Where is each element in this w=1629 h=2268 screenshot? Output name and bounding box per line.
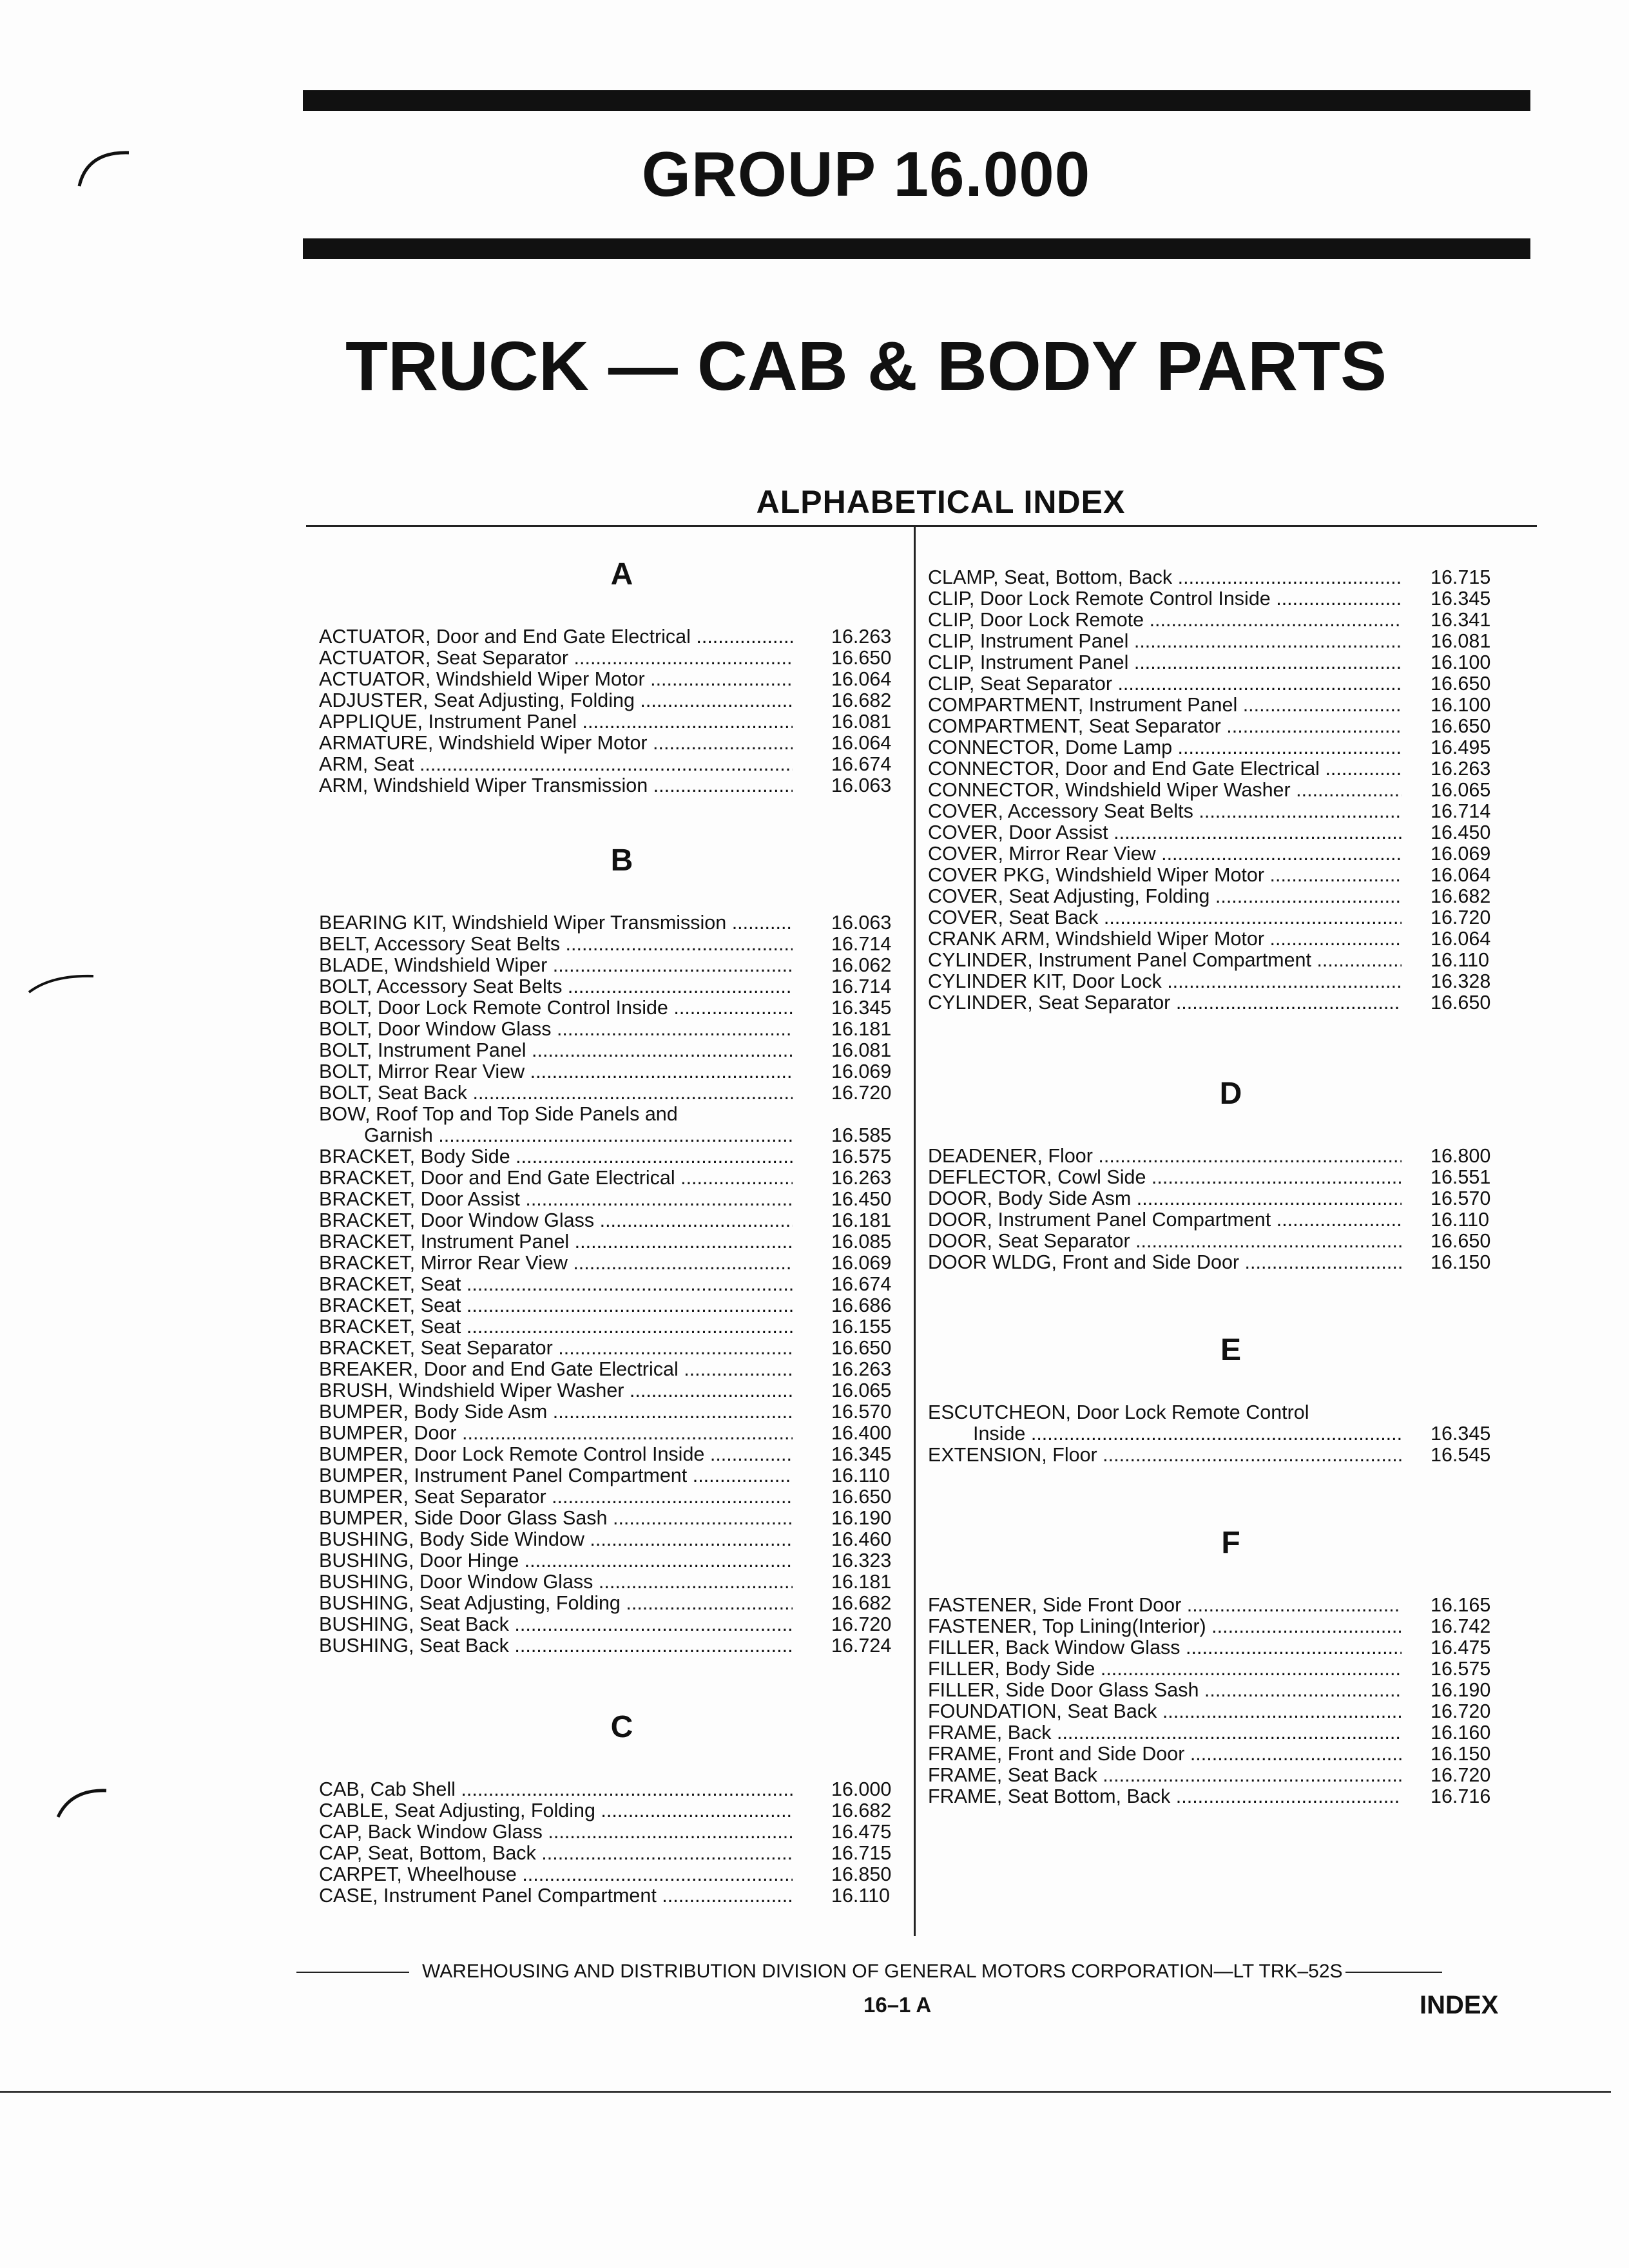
entry-text: BUMPER, Door .....	[319, 1423, 793, 1444]
bottom-rule	[0, 2091, 1611, 2093]
entry-text: DOOR, Instrument Panel Compartment .....	[928, 1209, 1402, 1231]
entry-text: BRACKET, Instrument Panel .....	[319, 1231, 793, 1253]
entry-number: 16.081	[1431, 630, 1491, 652]
entry-text: DEFLECTOR, Cowl Side .....	[928, 1167, 1402, 1188]
index-entry	[928, 1209, 1508, 1231]
footer-division: WAREHOUSING AND DISTRIBUTION DIVISION OF GENERAL MOTORS CORPORATION—LT TRK–52S	[422, 1961, 1343, 1982]
index-section	[928, 1331, 1508, 1466]
entry-number: 16.720	[831, 1082, 892, 1104]
entry-number: 16.069	[1431, 843, 1491, 865]
entry-number: 16.720	[1431, 1764, 1491, 1786]
entry-text: BRACKET, Body Side .....	[319, 1146, 793, 1168]
entry-number: 16.545	[1431, 1444, 1491, 1466]
entry-number: 16.715	[1431, 566, 1491, 588]
index-entry	[928, 1167, 1508, 1188]
index-entry	[319, 690, 899, 711]
index-entry	[319, 1189, 899, 1210]
entry-number: 16.714	[1431, 800, 1491, 822]
entry-text: BRACKET, Seat .....	[319, 1316, 793, 1338]
index-entry	[319, 669, 899, 690]
index-entry	[928, 1658, 1508, 1680]
index-entry	[319, 1274, 899, 1295]
entry-number: 16.682	[831, 1800, 892, 1821]
index-entry	[928, 928, 1508, 950]
entry-number: 16.570	[831, 1401, 892, 1423]
entry-number: 16.475	[831, 1821, 892, 1843]
entry-text: BOW, Roof Top and Top Side Panels and	[319, 1104, 678, 1125]
index-entry	[928, 1231, 1508, 1252]
index-entry	[928, 567, 1508, 588]
index-entry	[319, 626, 899, 648]
entry-number: 16.495	[1431, 736, 1491, 758]
entry-text: BUSHING, Seat Back .....	[319, 1614, 793, 1635]
index-entry	[928, 971, 1508, 992]
entry-number: 16.150	[1431, 1743, 1491, 1765]
entry-number: 16.650	[831, 647, 892, 669]
section-letter: D	[1219, 1077, 1242, 1111]
index-title: ALPHABETICAL INDEX	[756, 484, 1126, 520]
index-entry	[319, 1401, 899, 1423]
entry-text: FILLER, Body Side .....	[928, 1658, 1402, 1680]
entry-text: CLIP, Instrument Panel .....	[928, 652, 1402, 673]
index-entry	[319, 1444, 899, 1465]
entry-text: BOLT, Mirror Rear View .....	[319, 1061, 793, 1082]
entry-text: COMPARTMENT, Seat Separator .....	[928, 716, 1402, 737]
entry-number: 16.800	[1431, 1145, 1491, 1167]
index-entry	[928, 907, 1508, 928]
index-entry	[319, 1614, 899, 1635]
entry-text: ARM, Seat .....	[319, 754, 793, 775]
entry-text: Inside .....	[928, 1423, 1402, 1445]
entry-number: 16.585	[831, 1124, 892, 1146]
entry-number: 16.720	[1431, 1700, 1491, 1722]
entry-number: 16.650	[1431, 1230, 1491, 1252]
entry-number: 16.650	[831, 1486, 892, 1508]
entry-text: BRACKET, Seat Separator .....	[319, 1338, 793, 1359]
index-entry	[928, 1680, 1508, 1701]
index-entry	[928, 1722, 1508, 1744]
entry-text: CRANK ARM, Windshield Wiper Motor .....	[928, 928, 1402, 950]
index-entry	[319, 1295, 899, 1316]
entry-text: BUSHING, Body Side Window .....	[319, 1529, 793, 1550]
index-right-column	[928, 555, 1508, 1807]
entry-text: BRACKET, Door Window Glass .....	[319, 1210, 793, 1231]
index-entry	[928, 865, 1508, 886]
entry-text: BEARING KIT, Windshield Wiper Transmission .....	[319, 912, 793, 934]
entry-text: CLIP, Instrument Panel .....	[928, 631, 1402, 652]
index-entry	[928, 822, 1508, 843]
index-entry	[319, 1146, 899, 1168]
scan-mark	[55, 1782, 110, 1820]
entry-number: 16.460	[831, 1528, 892, 1550]
entry-text: BRACKET, Seat .....	[319, 1295, 793, 1316]
entry-number: 16.475	[1431, 1637, 1491, 1658]
entry-number: 16.714	[831, 975, 892, 997]
entry-number: 16.742	[1431, 1615, 1491, 1637]
index-section	[928, 567, 1508, 1014]
index-entry	[319, 1359, 899, 1380]
entry-number: 16.063	[831, 774, 892, 796]
entry-text: BUMPER, Side Door Glass Sash .....	[319, 1508, 793, 1529]
index-entry	[319, 1019, 899, 1040]
entry-number: 16.263	[831, 626, 892, 648]
index-entry	[928, 992, 1508, 1014]
entry-number: 16.064	[831, 732, 892, 754]
entry-number: 16.062	[831, 954, 892, 976]
entry-text: FILLER, Side Door Glass Sash .....	[928, 1680, 1402, 1701]
section-letter: C	[610, 1710, 633, 1744]
entry-text: BOLT, Door Lock Remote Control Inside .....	[319, 997, 793, 1019]
index-entry	[928, 1423, 1508, 1445]
entry-number: 16.110	[831, 1465, 891, 1486]
entry-number: 16.110	[831, 1885, 891, 1907]
entry-text: BRACKET, Door and End Gate Electrical .....	[319, 1168, 793, 1189]
index-entry	[319, 1210, 899, 1231]
entry-number: 16.155	[831, 1316, 892, 1338]
header-bar-bottom	[303, 238, 1530, 259]
index-entry	[319, 997, 899, 1019]
entry-number: 16.065	[1431, 779, 1491, 801]
index-entry	[319, 1168, 899, 1189]
index-entry	[928, 631, 1508, 652]
entry-text: COVER, Mirror Rear View .....	[928, 843, 1402, 865]
index-entry	[928, 758, 1508, 780]
entry-number: 16.345	[1431, 588, 1491, 610]
entry-text: CLIP, Seat Separator .....	[928, 673, 1402, 695]
entry-text: CONNECTOR, Windshield Wiper Washer .....	[928, 780, 1402, 801]
entry-number: 16.715	[831, 1842, 892, 1864]
index-entry	[319, 1800, 899, 1821]
index-entry	[319, 1529, 899, 1550]
entry-text: FRAME, Back .....	[928, 1722, 1402, 1744]
entry-text: CASE, Instrument Panel Compartment .....	[319, 1885, 793, 1907]
entry-number: 16.345	[831, 997, 892, 1019]
entry-number: 16.150	[1431, 1251, 1491, 1273]
index-entry	[319, 1082, 899, 1104]
entry-number: 16.724	[831, 1635, 892, 1657]
entry-text: CABLE, Seat Adjusting, Folding .....	[319, 1800, 793, 1821]
entry-number: 16.085	[831, 1231, 892, 1253]
entry-number: 16.551	[1431, 1166, 1491, 1188]
index-entry	[319, 912, 899, 934]
index-entry	[928, 1786, 1508, 1807]
entry-text: BUSHING, Door Window Glass .....	[319, 1571, 793, 1593]
entry-number: 16.850	[831, 1863, 892, 1885]
entry-number: 16.650	[1431, 992, 1491, 1014]
entry-number: 16.650	[831, 1337, 892, 1359]
entry-number: 16.720	[1431, 907, 1491, 928]
entry-text: ACTUATOR, Seat Separator .....	[319, 648, 793, 669]
column-divider	[914, 527, 916, 1936]
index-entry	[928, 737, 1508, 758]
index-entry	[319, 1465, 899, 1486]
index-entry	[928, 950, 1508, 971]
index-entry	[319, 1821, 899, 1843]
entry-text: BRUSH, Windshield Wiper Washer .....	[319, 1380, 793, 1401]
index-entry	[928, 588, 1508, 610]
entry-number: 16.100	[1431, 651, 1491, 673]
entry-number: 16.263	[831, 1358, 892, 1380]
entry-text: FRAME, Seat Back .....	[928, 1765, 1402, 1786]
entry-number: 16.686	[831, 1294, 892, 1316]
entry-number: 16.065	[831, 1379, 892, 1401]
entry-text: CLIP, Door Lock Remote Control Inside .....	[928, 588, 1402, 610]
entry-text: CAP, Seat, Bottom, Back .....	[319, 1843, 793, 1864]
entry-number: 16.682	[831, 1592, 892, 1614]
index-entry	[319, 1061, 899, 1082]
index-entry	[319, 1253, 899, 1274]
index-entry	[319, 775, 899, 796]
entry-text: CAB, Cab Shell .....	[319, 1779, 793, 1800]
entry-text: COVER, Accessory Seat Belts .....	[928, 801, 1402, 822]
entry-number: 16.575	[831, 1146, 892, 1168]
entry-text: CAP, Back Window Glass .....	[319, 1821, 793, 1843]
index-entry	[928, 1701, 1508, 1722]
index-entry	[928, 695, 1508, 716]
entry-text: BRACKET, Door Assist .....	[319, 1189, 793, 1210]
index-entry	[319, 1779, 899, 1800]
entry-number: 16.570	[1431, 1187, 1491, 1209]
index-entry	[928, 1445, 1508, 1466]
entry-text: CONNECTOR, Dome Lamp .....	[928, 737, 1402, 758]
index-entry	[319, 1104, 899, 1125]
entry-number: 16.345	[1431, 1423, 1491, 1445]
entry-text: BUSHING, Door Hinge .....	[319, 1550, 793, 1571]
index-entry	[928, 886, 1508, 907]
entry-text: BUSHING, Seat Adjusting, Folding .....	[319, 1593, 793, 1614]
entry-number: 16.650	[1431, 715, 1491, 737]
index-entry	[319, 711, 899, 733]
entry-text: ESCUTCHEON, Door Lock Remote Control	[928, 1402, 1309, 1423]
index-entry	[319, 1316, 899, 1338]
section-letter: E	[1220, 1333, 1241, 1367]
entry-text: Garnish .....	[319, 1125, 793, 1146]
entry-text: ACTUATOR, Door and End Gate Electrical .....	[319, 626, 793, 648]
entry-text: FASTENER, Side Front Door .....	[928, 1595, 1402, 1616]
entry-number: 16.682	[831, 689, 892, 711]
index-entry	[319, 1885, 899, 1907]
entry-text: FASTENER, Top Lining(Interior) .....	[928, 1616, 1402, 1637]
entry-number: 16.450	[1431, 822, 1491, 843]
entry-text: CYLINDER, Instrument Panel Compartment .....	[928, 950, 1402, 971]
index-entry	[319, 1843, 899, 1864]
footer-rule-left	[296, 1972, 409, 1973]
entry-number: 16.181	[831, 1571, 892, 1593]
entry-number: 16.064	[831, 668, 892, 690]
index-entry	[928, 1188, 1508, 1209]
entry-text: COVER PKG, Windshield Wiper Motor .....	[928, 865, 1402, 886]
entry-text: FILLER, Back Window Glass .....	[928, 1637, 1402, 1658]
entry-number: 16.064	[1431, 928, 1491, 950]
index-entry	[319, 1571, 899, 1593]
entry-text: COVER, Door Assist .....	[928, 822, 1402, 843]
entry-text: DOOR, Seat Separator .....	[928, 1231, 1402, 1252]
index-entry	[319, 754, 899, 775]
entry-text: BREAKER, Door and End Gate Electrical .....	[319, 1359, 793, 1380]
entry-number: 16.575	[1431, 1658, 1491, 1680]
entry-number: 16.063	[831, 912, 892, 934]
entry-number: 16.650	[1431, 673, 1491, 695]
entry-text: BRACKET, Seat .....	[319, 1274, 793, 1295]
entry-number: 16.263	[831, 1167, 892, 1189]
entry-text: ACTUATOR, Windshield Wiper Motor .....	[319, 669, 793, 690]
entry-text: COVER, Seat Back .....	[928, 907, 1402, 928]
index-entry	[928, 801, 1508, 822]
entry-text: DOOR WLDG, Front and Side Door .....	[928, 1252, 1402, 1273]
entry-text: BELT, Accessory Seat Belts .....	[319, 934, 793, 955]
index-section	[319, 555, 899, 796]
index-left-column	[319, 555, 899, 1907]
entry-number: 16.100	[1431, 694, 1491, 716]
entry-text: FOUNDATION, Seat Back .....	[928, 1701, 1402, 1722]
entry-text: CARPET, Wheelhouse .....	[319, 1864, 793, 1885]
entry-text: EXTENSION, Floor .....	[928, 1445, 1402, 1466]
index-entry	[319, 1231, 899, 1253]
footer-rule-right	[1345, 1972, 1442, 1973]
index-entry	[319, 1423, 899, 1444]
entry-text: DEADENER, Floor .....	[928, 1146, 1402, 1167]
entry-text: CYLINDER KIT, Door Lock .....	[928, 971, 1402, 992]
entry-text: CLAMP, Seat, Bottom, Back .....	[928, 567, 1402, 588]
entry-text: COVER, Seat Adjusting, Folding .....	[928, 886, 1402, 907]
entry-number: 16.110	[1431, 949, 1490, 971]
index-entry	[928, 843, 1508, 865]
entry-number: 16.720	[831, 1613, 892, 1635]
entry-text: BOLT, Door Window Glass .....	[319, 1019, 793, 1040]
page-number: 16–1 A	[863, 1993, 932, 2017]
index-entry	[319, 1338, 899, 1359]
entry-text: BUMPER, Door Lock Remote Control Inside .....	[319, 1444, 793, 1465]
index-entry	[319, 1040, 899, 1061]
entry-text: BRACKET, Mirror Rear View .....	[319, 1253, 793, 1274]
entry-number: 16.110	[1431, 1209, 1490, 1231]
entry-number: 16.181	[831, 1209, 892, 1231]
entry-text: CYLINDER, Seat Separator .....	[928, 992, 1402, 1014]
index-section	[319, 841, 899, 1657]
entry-text: FRAME, Front and Side Door .....	[928, 1744, 1402, 1765]
index-entry	[928, 652, 1508, 673]
entry-number: 16.400	[831, 1422, 892, 1444]
entry-text: BUMPER, Instrument Panel Compartment .....	[319, 1465, 793, 1486]
index-entry	[928, 1765, 1508, 1786]
entry-number: 16.081	[831, 711, 892, 733]
index-entry	[319, 1550, 899, 1571]
entry-text: BUMPER, Seat Separator .....	[319, 1486, 793, 1508]
entry-text: BLADE, Windshield Wiper .....	[319, 955, 793, 976]
entry-text: FRAME, Seat Bottom, Back .....	[928, 1786, 1402, 1807]
index-section	[319, 1708, 899, 1907]
index-entry	[319, 934, 899, 955]
scan-mark	[26, 970, 97, 995]
entry-text: BUSHING, Seat Back .....	[319, 1635, 793, 1657]
index-entry	[928, 610, 1508, 631]
index-section	[928, 1075, 1508, 1273]
entry-text: BOLT, Instrument Panel .....	[319, 1040, 793, 1061]
entry-number: 16.345	[831, 1443, 892, 1465]
entry-number: 16.682	[1431, 885, 1491, 907]
footer-division-line	[296, 1960, 1495, 1983]
group-title: GROUP 16.000	[641, 139, 1091, 209]
entry-number: 16.000	[831, 1778, 892, 1800]
entry-text: DOOR, Body Side Asm .....	[928, 1188, 1402, 1209]
index-entry	[928, 1146, 1508, 1167]
index-entry	[928, 1637, 1508, 1658]
index-entry	[928, 1744, 1508, 1765]
entry-number: 16.263	[1431, 758, 1491, 780]
entry-number: 16.160	[1431, 1722, 1491, 1744]
index-top-rule	[306, 525, 1537, 527]
entry-number: 16.190	[1431, 1679, 1491, 1701]
index-entry	[319, 976, 899, 997]
entry-number: 16.341	[1431, 609, 1491, 631]
entry-number: 16.064	[1431, 864, 1491, 886]
index-entry	[928, 1402, 1508, 1423]
header-bar-top	[303, 90, 1530, 111]
index-entry	[319, 1508, 899, 1529]
index-entry	[319, 1593, 899, 1614]
entry-number: 16.674	[831, 1273, 892, 1295]
entry-number: 16.181	[831, 1018, 892, 1040]
section-letter: B	[610, 843, 633, 878]
index-entry	[319, 1486, 899, 1508]
entry-text: BUMPER, Body Side Asm .....	[319, 1401, 793, 1423]
index-entry	[928, 1252, 1508, 1273]
entry-text: CLIP, Door Lock Remote .....	[928, 610, 1402, 631]
index-entry	[928, 1616, 1508, 1637]
entry-text: BOLT, Accessory Seat Belts .....	[319, 976, 793, 997]
index-entry	[319, 1864, 899, 1885]
entry-number: 16.165	[1431, 1594, 1491, 1616]
index-entry	[928, 716, 1508, 737]
index-entry	[319, 1635, 899, 1657]
entry-number: 16.069	[831, 1061, 892, 1082]
entry-number: 16.323	[831, 1550, 892, 1571]
index-entry	[319, 648, 899, 669]
index-entry	[928, 780, 1508, 801]
entry-text: ARM, Windshield Wiper Transmission .....	[319, 775, 793, 796]
entry-number: 16.328	[1431, 970, 1491, 992]
entry-number: 16.716	[1431, 1785, 1491, 1807]
entry-number: 16.081	[831, 1039, 892, 1061]
section-letter: F	[1221, 1526, 1240, 1560]
entry-text: CONNECTOR, Door and End Gate Electrical .....	[928, 758, 1402, 780]
entry-number: 16.190	[831, 1507, 892, 1529]
entry-text: BOLT, Seat Back .....	[319, 1082, 793, 1104]
index-entry	[928, 1595, 1508, 1616]
index-entry	[319, 1125, 899, 1146]
index-entry	[319, 1380, 899, 1401]
entry-text: ARMATURE, Windshield Wiper Motor .....	[319, 733, 793, 754]
entry-number: 16.069	[831, 1252, 892, 1274]
page-title: TRUCK — CAB & BODY PARTS	[345, 327, 1387, 405]
entry-number: 16.714	[831, 933, 892, 955]
entry-number: 16.674	[831, 753, 892, 775]
index-entry	[928, 673, 1508, 695]
entry-number: 16.450	[831, 1188, 892, 1210]
section-letter: A	[610, 557, 633, 591]
index-entry	[319, 733, 899, 754]
index-entry	[319, 955, 899, 976]
index-label: INDEX	[1420, 1991, 1499, 2019]
entry-text: COMPARTMENT, Instrument Panel .....	[928, 695, 1402, 716]
entry-text: ADJUSTER, Seat Adjusting, Folding .....	[319, 690, 793, 711]
entry-text: APPLIQUE, Instrument Panel .....	[319, 711, 793, 733]
index-section	[928, 1524, 1508, 1807]
